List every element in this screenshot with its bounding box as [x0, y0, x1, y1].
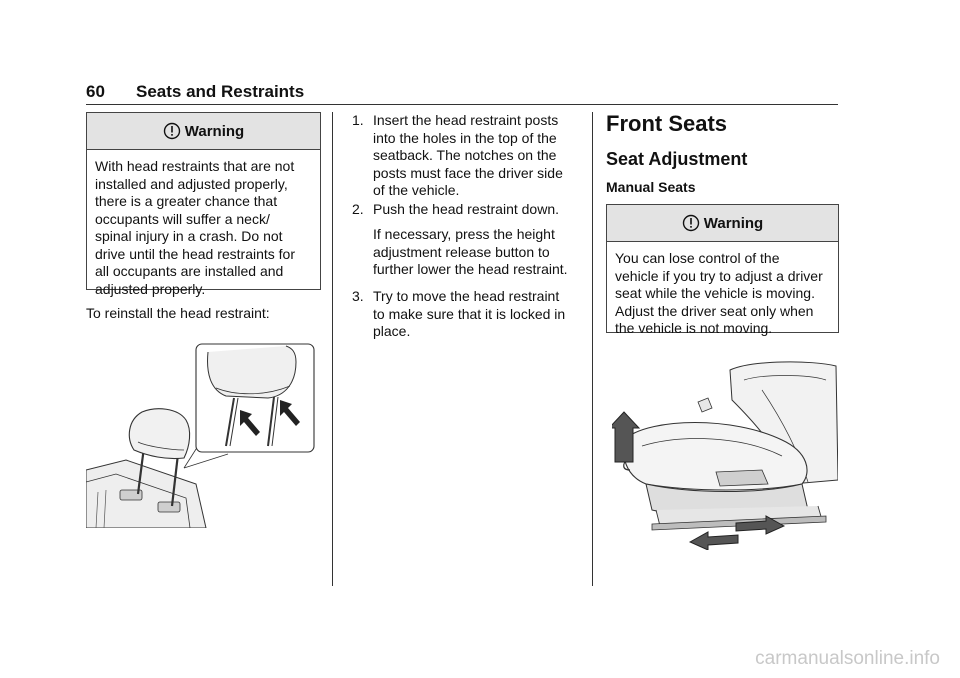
column-divider-2: [592, 112, 593, 586]
heading-manual-seats: Manual Seats: [606, 179, 696, 195]
warning-line: installed and adjusted properly,: [95, 175, 288, 192]
warning-line: occupants will suffer a neck/: [95, 210, 270, 227]
warning-line: seat while the vehicle is moving.: [615, 285, 815, 301]
warning-line: You can lose control of the: [615, 250, 780, 266]
step-line: adjustment release button to: [373, 243, 550, 260]
step-line: posts must face the driver side: [373, 164, 563, 181]
step-text: [373, 288, 565, 341]
page-number: 60: [86, 82, 105, 101]
step-number: 3.: [352, 288, 364, 304]
warning-line: With head restraints that are not: [95, 158, 295, 174]
step-line: to make sure that it is locked in: [373, 305, 566, 322]
column-divider-1: [332, 112, 333, 586]
warning-text: [607, 242, 838, 348]
intro-text: To reinstall the head restraint:: [86, 305, 270, 321]
heading-front-seats: Front Seats: [606, 111, 728, 136]
warning-line: all occupants are installed and: [95, 263, 284, 279]
step-line: Push the head restraint down.: [373, 201, 560, 217]
step-line: seatback. The notches on the: [373, 147, 557, 163]
section-title: Seats and Restraints: [136, 82, 305, 101]
step-note-text: [373, 226, 568, 279]
manual-seat-illustration: [612, 360, 838, 550]
warning-line: vehicle if you try to adjust a driver: [615, 267, 823, 284]
step-line: further lower the head restraint.: [373, 261, 568, 277]
step-line: of the vehicle.: [373, 182, 460, 198]
warning-line: Adjust the driver seat only when: [615, 302, 814, 319]
step-line: into the holes in the top of the: [373, 129, 557, 146]
arrow-forward-icon: [690, 532, 738, 550]
step-line: place.: [373, 323, 411, 339]
warning-title: Warning: [703, 214, 764, 232]
warning-text: [87, 150, 320, 308]
warning-line: the vehicle is not moving.: [615, 320, 773, 336]
step-number: 1.: [352, 112, 364, 128]
step-line: If necessary, press the height: [373, 226, 555, 242]
warning-box-head-restraint: [86, 112, 321, 297]
step-line: Try to move the head restraint: [373, 288, 560, 304]
warning-title: Warning: [184, 122, 245, 140]
step-text: [373, 201, 559, 219]
watermark: carmanualsonline.info: [755, 648, 940, 669]
head-restraint-illustration: [86, 342, 318, 528]
heading-seat-adjustment: Seat Adjustment: [606, 149, 748, 169]
page-header: [86, 80, 838, 105]
warning-icon: [163, 122, 181, 140]
warning-line: drive until the head restraints for: [95, 245, 295, 262]
warning-icon: [682, 214, 700, 232]
step-number: 2.: [352, 201, 364, 217]
warning-line: adjusted properly.: [95, 280, 206, 297]
step-line: Insert the head restraint posts: [373, 112, 559, 128]
warning-header: [87, 113, 320, 150]
step-text: [373, 112, 563, 200]
warning-line: there is a greater chance that: [95, 193, 278, 209]
warning-header: [607, 205, 838, 242]
warning-box-manual-seats: [606, 204, 839, 336]
warning-line: spinal injury in a crash. Do not: [95, 228, 283, 244]
